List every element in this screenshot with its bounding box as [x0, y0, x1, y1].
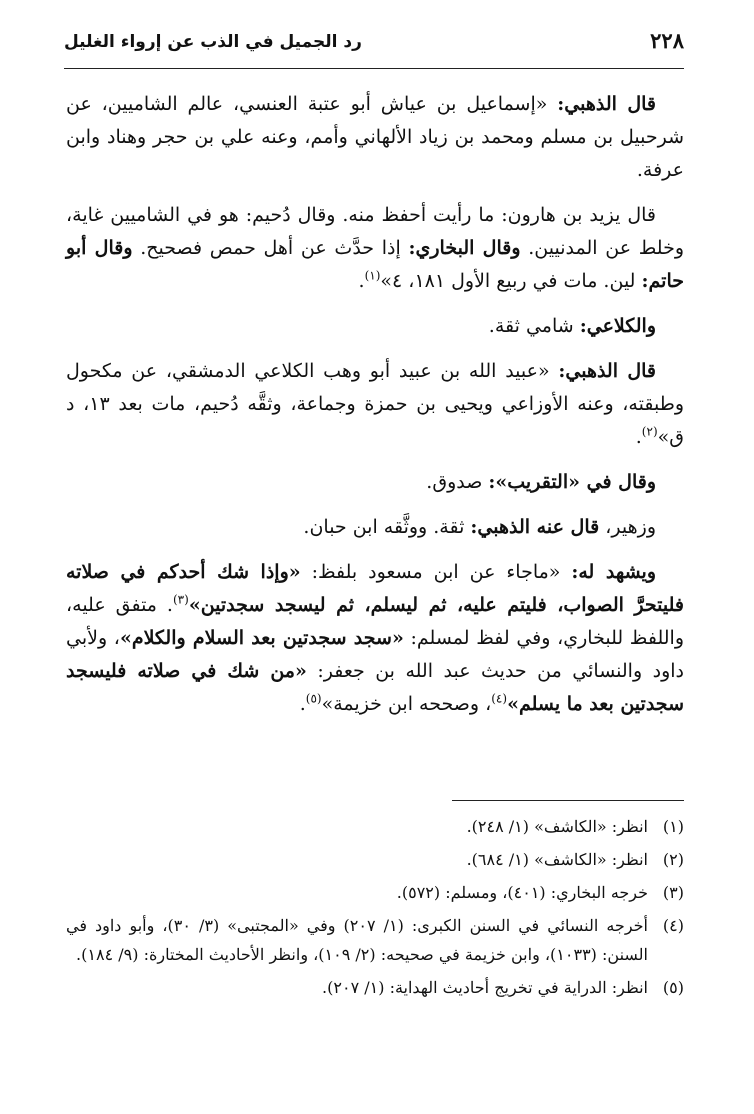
- footnote-ref[interactable]: (٤): [491, 691, 508, 706]
- footnote: [66, 878, 684, 907]
- footnote-marker: (٣): [662, 883, 684, 902]
- bold-lead: وقال البخاري:: [408, 237, 521, 259]
- paragraph: [66, 88, 684, 187]
- bold-lead: والكلاعي:: [579, 315, 656, 337]
- paragraph-text: إذا حدَّث عن أهل حمص فصحيح.: [132, 237, 409, 259]
- footnote-marker: (٥): [662, 978, 684, 997]
- bold-lead: قال الذهبي:: [558, 360, 657, 382]
- paragraph-text: «عبيد الله بن عبيد أبو وهب الكلاعي الدمشقي، عن مكحول وطبقته، وعنه الأوزاعي ويحيى بن حمزة وجماعة، وثقَّه دُحيم، مات بعد ١٣، د ق»: [66, 360, 684, 448]
- paragraph: [66, 310, 684, 343]
- paragraph-text: . متفق عليه، واللفظ للبخاري، وفي لفظ لمسلم:: [66, 594, 684, 649]
- paragraph-text: ، وصححه ابن خزيمة»: [321, 693, 492, 715]
- hadith-quote: «سجد سجدتين بعد السلام والكلام»: [119, 627, 404, 649]
- hadith-quote: «من شك في صلاته فليسجد سجدتين بعد ما يسلم»: [66, 660, 684, 715]
- footnote-text: انظر: «الكاشف» (١/ ٢٤٨).: [466, 817, 648, 836]
- paragraph-text: ، ولأبي داود والنسائي من حديث عبد الله بن جعفر:: [66, 627, 684, 682]
- footnote: [66, 812, 684, 841]
- footnote-text: انظر: الدراية في تخريج أحاديث الهداية: (١/ ٢٠٧).: [322, 978, 648, 997]
- paragraph: [66, 199, 684, 298]
- paragraph-text: .: [635, 426, 642, 448]
- paragraph: [66, 466, 684, 499]
- footnote: [66, 973, 684, 1002]
- footnote-ref[interactable]: (٢): [641, 424, 658, 439]
- footnote-text: انظر: «الكاشف» (١/ ٦٨٤).: [466, 850, 648, 869]
- footnote-ref[interactable]: (٣): [172, 592, 189, 607]
- paragraph: [66, 511, 684, 544]
- footnote: [66, 911, 684, 969]
- paragraph-text: «ماجاء عن ابن مسعود بلفظ:: [300, 561, 572, 583]
- paragraph-text: ثقة. ووثَّقه ابن حبان.: [303, 516, 471, 538]
- footnote-ref[interactable]: (٥): [305, 691, 322, 706]
- paragraph-text: قال يزيد بن هارون: ما رأيت أحفظ منه. وقال دُحيم: هو في الشاميين غاية، وخلط عن المدنيين.: [66, 204, 685, 259]
- page-number: ٢٢٨: [650, 28, 684, 53]
- paragraph-text: شامي ثقة.: [488, 315, 580, 337]
- bold-lead: وقال أبو حاتم:: [66, 237, 684, 292]
- bold-lead: ويشهد له:: [571, 561, 657, 583]
- paragraph-text: .: [299, 693, 306, 715]
- footnote-marker: (٢): [662, 850, 684, 869]
- book-title: رد الجميل في الذب عن إرواء الغليل: [64, 32, 362, 52]
- bold-lead: وقال في «التقريب»:: [488, 471, 656, 493]
- footnote-text: أخرجه النسائي في السنن الكبرى: (١/ ٢٠٧) وفي «المجتبى» (٣/ ٣٠)، وأبو داود في السنن: (١٠٣٣)، وابن خزيمة في صحيحه: (٢/ ١٠٩)، وانظر الأحاديث المختارة: (٩/ ١٨٤).: [66, 916, 648, 964]
- running-header: [64, 28, 684, 64]
- footnote-marker: (١): [662, 817, 684, 836]
- header-rule: [64, 68, 684, 69]
- paragraph-text: صدوق.: [426, 471, 489, 493]
- paragraph: [66, 355, 684, 454]
- footnote-ref[interactable]: (١): [364, 268, 381, 283]
- paragraph-text: لين. مات في ربيع الأول ١٨١، ٤»: [380, 270, 642, 292]
- paragraph-text: وزهير،: [599, 516, 656, 538]
- hadith-quote: «وإذا شك أحدكم في صلاته فليتحرَّ الصواب، فليتم عليه، ثم ليسلم، ثم ليسجد سجدتين»: [66, 561, 684, 616]
- paragraph-text: .: [358, 270, 365, 292]
- footnotes: [66, 812, 684, 1006]
- footnote-marker: (٤): [662, 916, 684, 935]
- paragraph: [66, 556, 684, 721]
- footnote-rule: [452, 800, 684, 801]
- bold-lead: قال عنه الذهبي:: [470, 516, 600, 538]
- footnote-text: خرجه البخاري: (٤٠١)، ومسلم: (٥٧٢).: [396, 883, 648, 902]
- footnote: [66, 845, 684, 874]
- bold-lead: قال الذهبي:: [557, 93, 657, 115]
- main-text: [66, 88, 684, 733]
- paragraph-text: «إسماعيل بن عياش أبو عتبة العنسي، عالم الشاميين، عن شرحبيل بن مسلم ومحمد بن زياد الألهاني وأمم، وعنه علي بن حجر وهناد وابن عرفة.: [66, 93, 684, 181]
